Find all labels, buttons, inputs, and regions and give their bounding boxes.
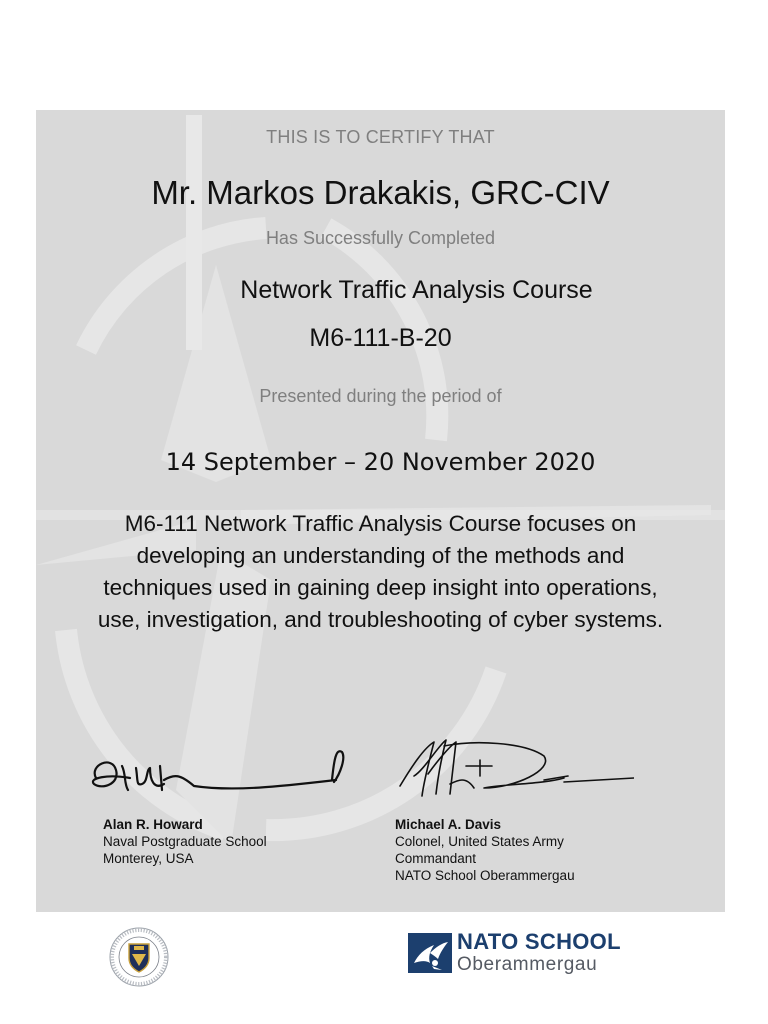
course-period: 14 September – 20 November 2020	[165, 448, 596, 476]
certificate-panel	[36, 110, 725, 912]
signatory-line: Colonel, United States Army	[395, 834, 564, 849]
nato-school-location: Oberammergau	[457, 954, 598, 975]
signature-davis-icon	[394, 736, 634, 806]
signatory-line: Monterey, USA	[103, 851, 194, 866]
signatory-name: Michael A. Davis	[395, 817, 502, 832]
completed-line: Has Successfully Completed	[265, 228, 496, 248]
course-title: Network Traffic Analysis Course	[240, 276, 593, 304]
signatory-line: Naval Postgraduate School	[103, 834, 267, 849]
description-line: use, investigation, and troubleshooting of cyber systems.	[97, 607, 664, 632]
certify-heading: THIS IS TO CERTIFY THAT	[266, 127, 495, 147]
signatory-name: Alan R. Howard	[103, 817, 203, 832]
recipient-name: Mr. Markos Drakakis, GRC-CIV	[151, 174, 610, 211]
description-line: M6-111 Network Traffic Analysis Course focuses on	[124, 511, 637, 536]
course-description	[50, 508, 711, 636]
presented-line: Presented during the period of	[259, 386, 502, 406]
signatory-howard	[103, 816, 267, 867]
nato-school-logo-icon	[408, 933, 452, 973]
signatory-line: Commandant	[395, 851, 477, 866]
description-line: techniques used in gaining deep insight into operations,	[103, 575, 658, 600]
course-code: M6-111-B-20	[309, 324, 452, 352]
signature-howard-icon	[84, 740, 356, 802]
signatory-davis	[395, 816, 575, 884]
signatory-line: NATO School Oberammergau	[395, 868, 575, 883]
naval-postgraduate-school-seal-icon	[108, 926, 170, 988]
nato-school-name: NATO SCHOOL	[457, 929, 621, 954]
description-line: developing an understanding of the methods and	[136, 543, 625, 568]
